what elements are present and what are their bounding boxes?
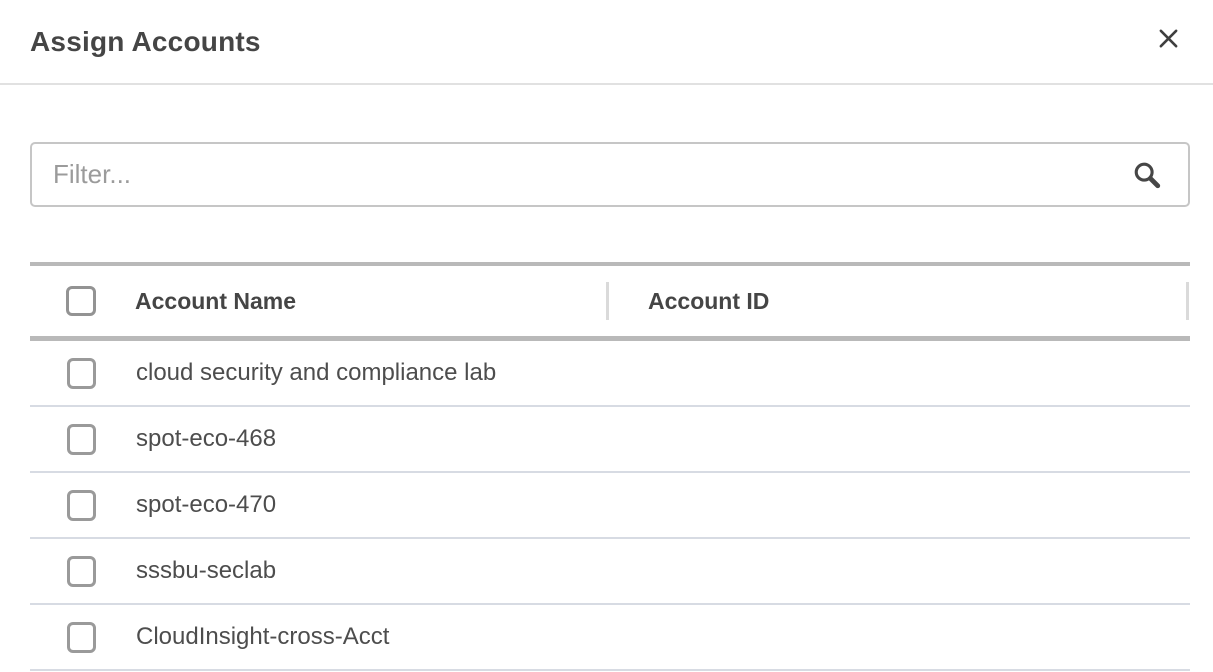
row-checkbox[interactable] bbox=[67, 622, 96, 653]
column-divider[interactable] bbox=[606, 282, 609, 320]
modal-title: Assign Accounts bbox=[30, 25, 261, 57]
table-row[interactable] bbox=[30, 539, 1190, 605]
row-checkbox[interactable] bbox=[67, 556, 96, 587]
table-row[interactable] bbox=[30, 407, 1190, 473]
close-icon bbox=[1155, 25, 1182, 52]
select-all-checkbox[interactable] bbox=[66, 286, 96, 316]
modal-body bbox=[0, 142, 1213, 671]
search-icon[interactable] bbox=[1130, 158, 1164, 192]
table-body bbox=[30, 341, 1190, 671]
filter-container bbox=[30, 142, 1190, 207]
column-header-account-name: Account Name bbox=[135, 287, 297, 314]
row-checkbox[interactable] bbox=[67, 490, 96, 521]
row-checkbox[interactable] bbox=[67, 358, 96, 389]
account-name-cell: cloud security and compliance lab bbox=[136, 359, 497, 386]
table-row[interactable] bbox=[30, 605, 1190, 671]
account-name-cell: spot-eco-470 bbox=[136, 491, 277, 518]
filter-input[interactable] bbox=[30, 142, 1190, 207]
accounts-table bbox=[30, 262, 1190, 671]
column-header-account-id: Account ID bbox=[648, 287, 770, 314]
account-name-cell: CloudInsight-cross-Acct bbox=[136, 623, 390, 650]
account-name-cell: sssbu-seclab bbox=[136, 557, 277, 584]
row-checkbox[interactable] bbox=[67, 424, 96, 455]
column-divider[interactable] bbox=[1186, 282, 1189, 320]
table-header-row bbox=[30, 262, 1190, 341]
table-row[interactable] bbox=[30, 341, 1190, 407]
close-button[interactable] bbox=[1151, 22, 1185, 56]
account-name-cell: spot-eco-468 bbox=[136, 425, 277, 452]
modal-header bbox=[0, 0, 1213, 85]
table-row[interactable] bbox=[30, 473, 1190, 539]
